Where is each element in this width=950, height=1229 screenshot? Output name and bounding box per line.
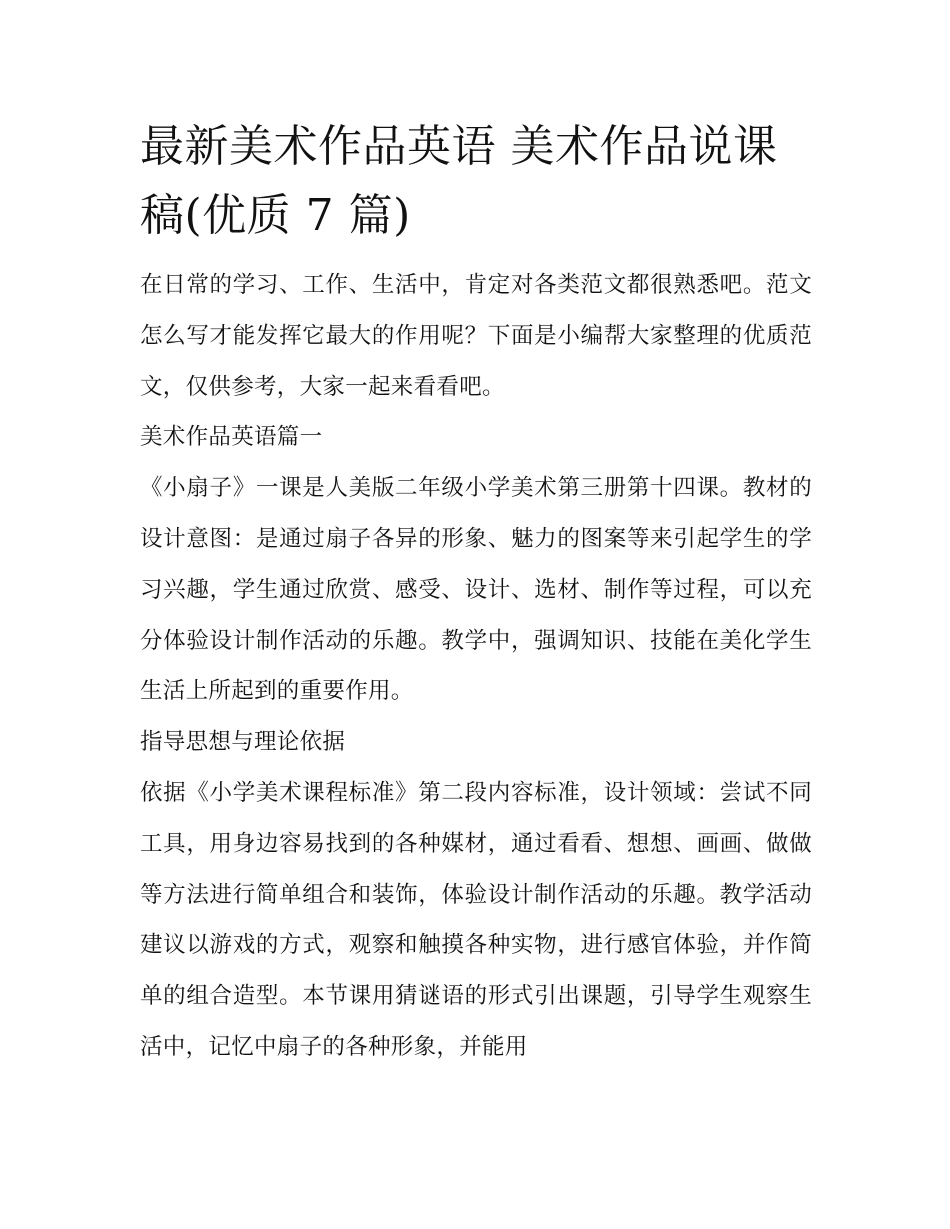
document-body [140,260,812,1073]
document-title: 最新美术作品英语 美术作品说课稿(优质 7 篇) [140,121,778,241]
section-heading-guiding-thought: 指导思想与理论依据 [140,729,346,756]
intro-paragraph: 在日常的学习、工作、生活中，肯定对各类范文都很熟悉吧。范文怎么写才能发挥它最大的作用呢？下面是小编帮大家整理的优质范文，仅供参考，大家一起来看看吧。 [140,272,812,400]
basis-paragraph: 依据《小学美术课程标准》第二段内容标准，设计领域：尝试不同工具，用身边容易找到的各种媒材，通过看看、想想、画画、做做等方法进行简单组合和装饰，体验设计制作活动的乐趣。教学活动建议以游戏的方式，观察和触摸各种实物，进行感官体验，并作简单的组合造型。本节课用猜谜语的形式引出课题，引导学生观察生活中，记忆中扇子的各种形象，并能用 [140,779,812,1060]
lesson-paragraph: 《小扇子》一课是人美版二年级小学美术第三册第十四课。教材的设计意图：是通过扇子各异的形象、魅力的图案等来引起学生的学习兴趣，学生通过欣赏、感受、设计、选材、制作等过程，可以充分体验设计制作活动的乐趣。教学中，强调知识、技能在美化学生生活上所起到的重要作用。 [140,475,812,705]
document-page [140,112,812,1073]
section-heading-part-one: 美术作品英语篇一 [140,424,323,451]
